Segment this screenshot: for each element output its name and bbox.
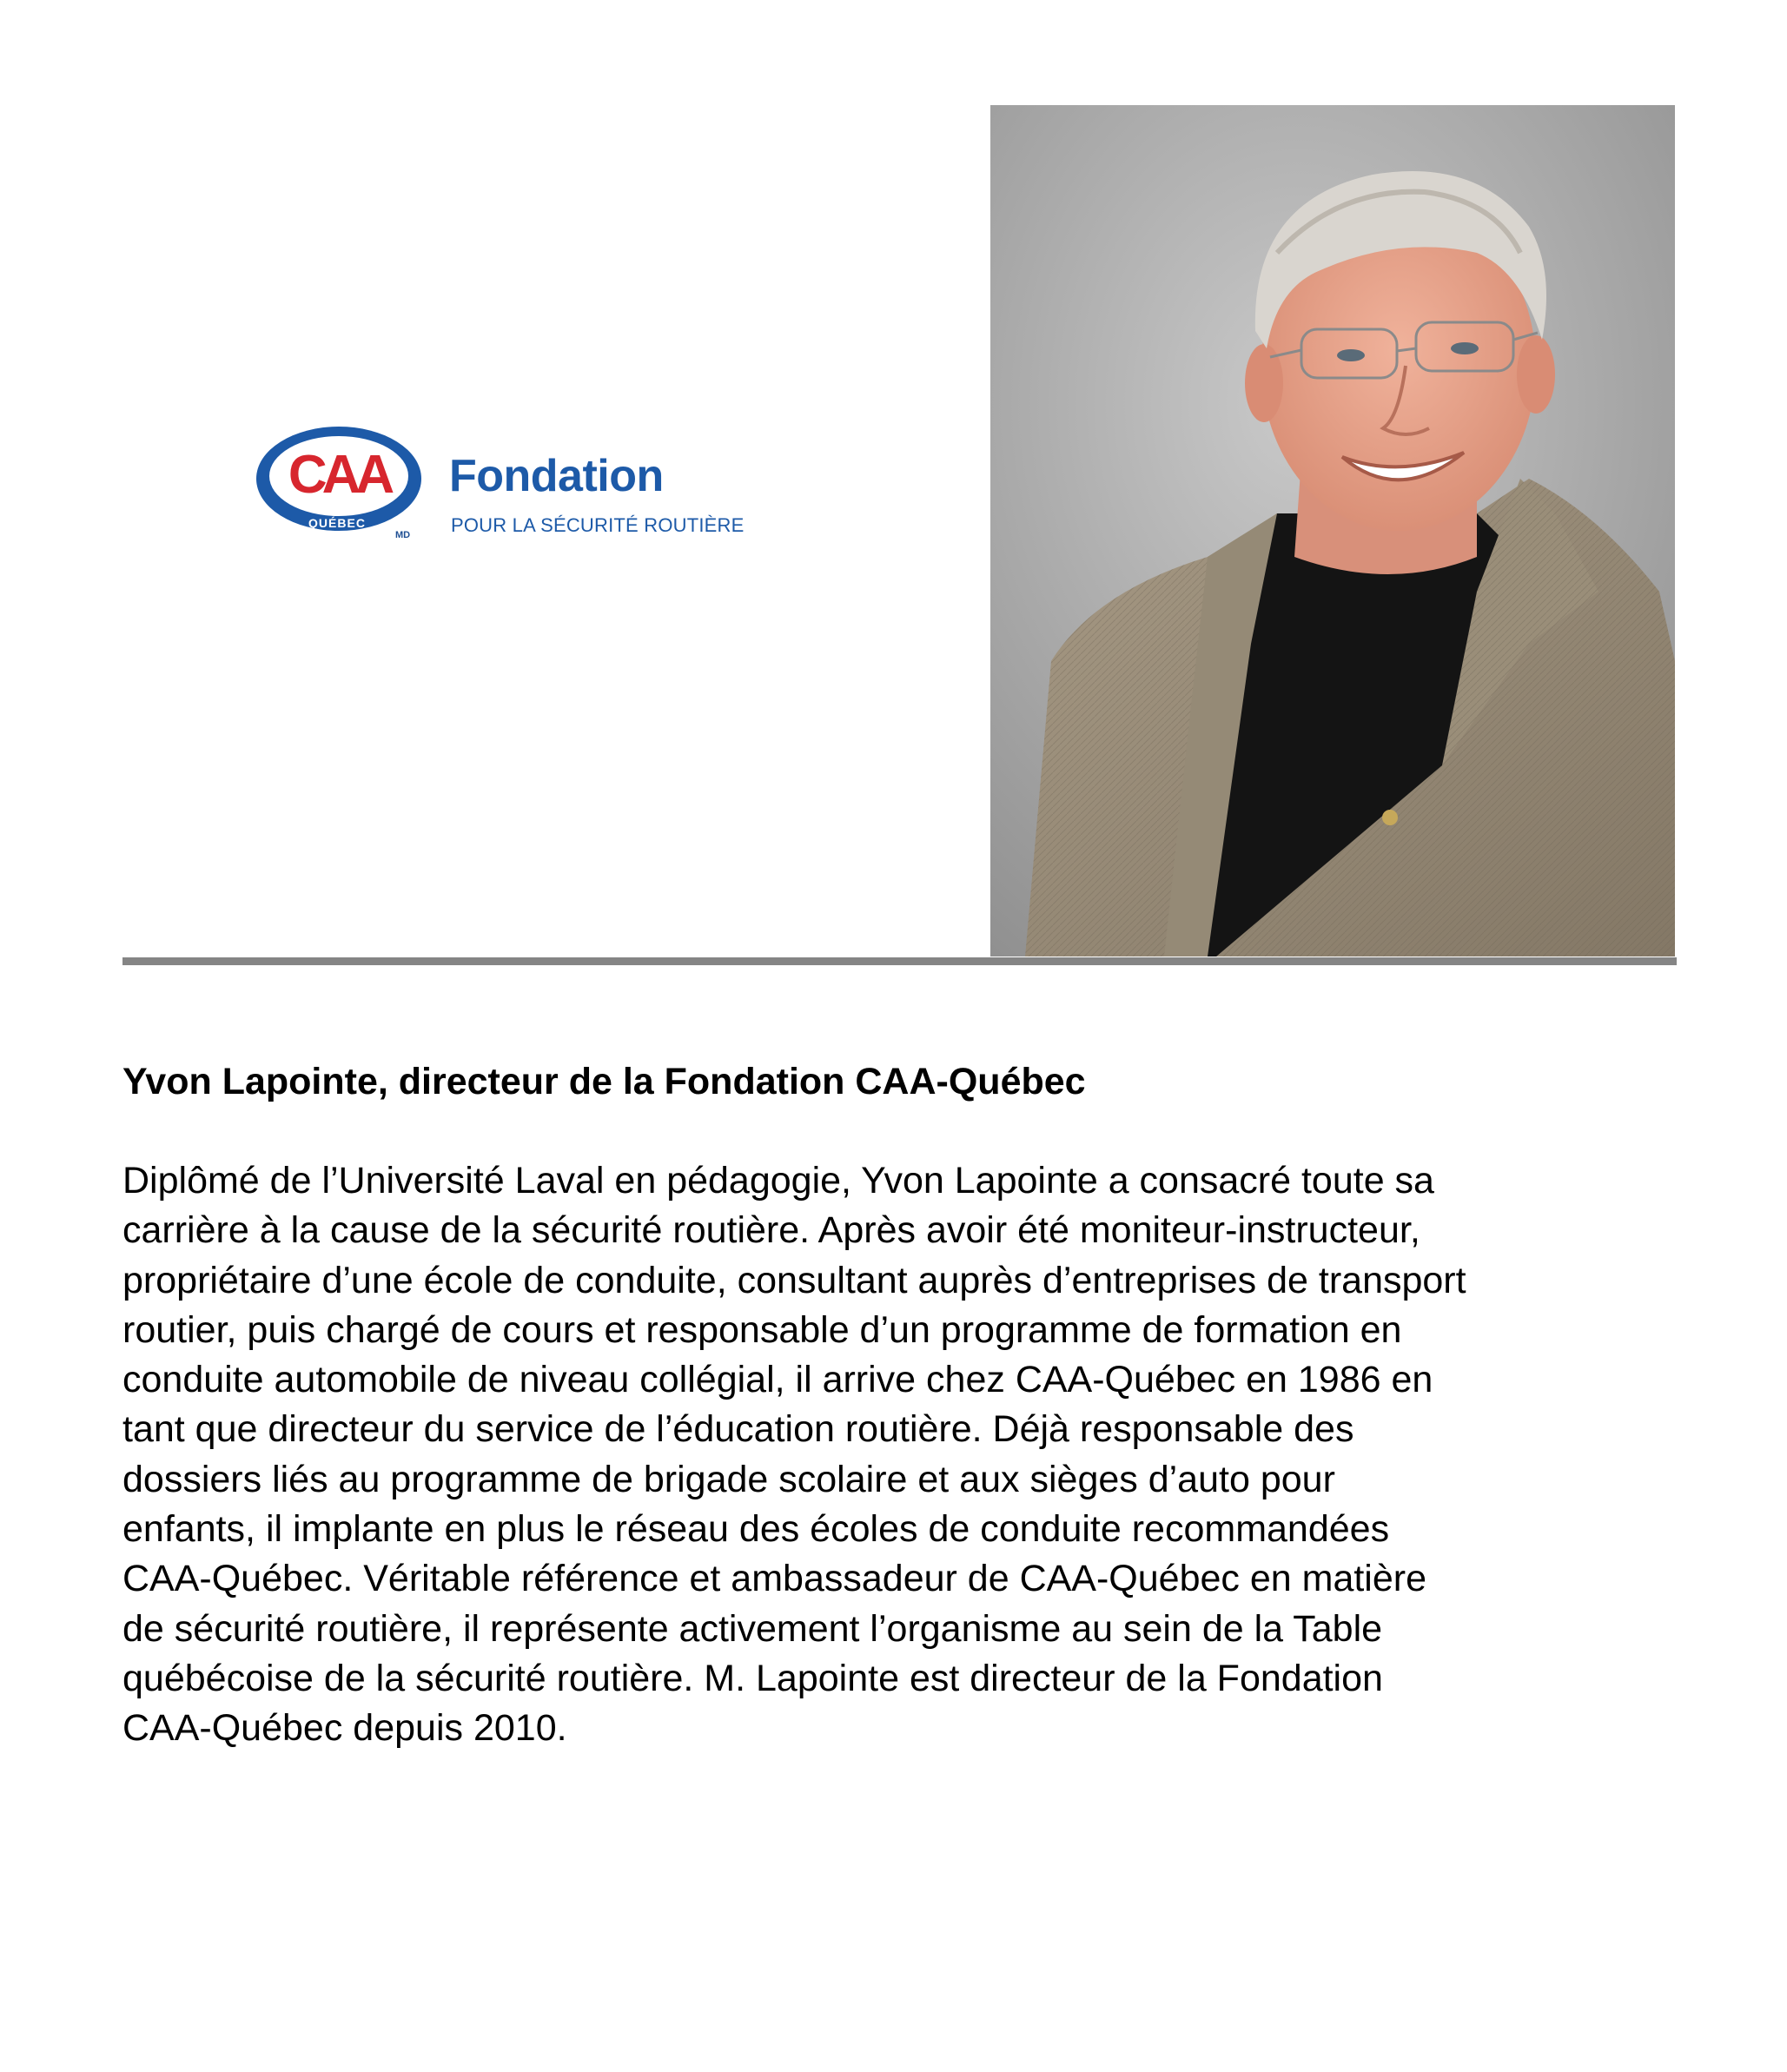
logo-tagline: POUR LA SÉCURITÉ ROUTIÈRE [451, 514, 745, 536]
caa-quebec-badge-icon [254, 424, 427, 537]
bio-line: carrière à la cause de la sécurité routière. Après avoir été moniteur-instructeur, [122, 1209, 1420, 1252]
bio-line: CAA-Québec depuis 2010. [122, 1707, 567, 1750]
bio-line: CAA-Québec. Véritable référence et ambassadeur de CAA-Québec en matière [122, 1558, 1427, 1600]
bio-line: de sécurité routière, il représente activement l’organisme au sein de la Table [122, 1607, 1383, 1650]
portrait-icon [990, 105, 1675, 957]
caa-fondation-logo [254, 424, 775, 546]
bio-line: Diplômé de l’Université Laval en pédagogie, Yvon Lapointe a consacré toute sa [122, 1160, 1434, 1201]
portrait-photo [990, 105, 1675, 957]
bio-line: propriétaire d’une école de conduite, consultant auprès d’entreprises de transport [122, 1259, 1466, 1301]
bio-line: routier, puis chargé de cours et responsable d’un programme de formation en [122, 1308, 1402, 1351]
bio-line: enfants, il implante en plus le réseau des écoles de conduite recommandées [122, 1508, 1390, 1551]
bio-line: dossiers liés au programme de brigade scolaire et aux sièges d’auto pour [122, 1458, 1335, 1500]
badge-quebec-text: QUÉBEC [308, 516, 366, 530]
bio-line: conduite automobile de niveau collégial, il arrive chez CAA-Québec en 1986 en [122, 1359, 1433, 1401]
page-title: Yvon Lapointe, directeur de la Fondation CAA-Québec [122, 1061, 1086, 1102]
badge-caa-text: CAA [288, 445, 390, 505]
divider [122, 957, 1677, 965]
bio-line: québécoise de la sécurité routière. M. Lapointe est directeur de la Fondation [122, 1657, 1383, 1699]
logo-title: Fondation [449, 451, 664, 501]
trademark-mark: MD [395, 530, 411, 540]
biography [122, 1156, 1686, 1754]
bio-line: tant que directeur du service de l’éducation routière. Déjà responsable des [122, 1408, 1354, 1451]
